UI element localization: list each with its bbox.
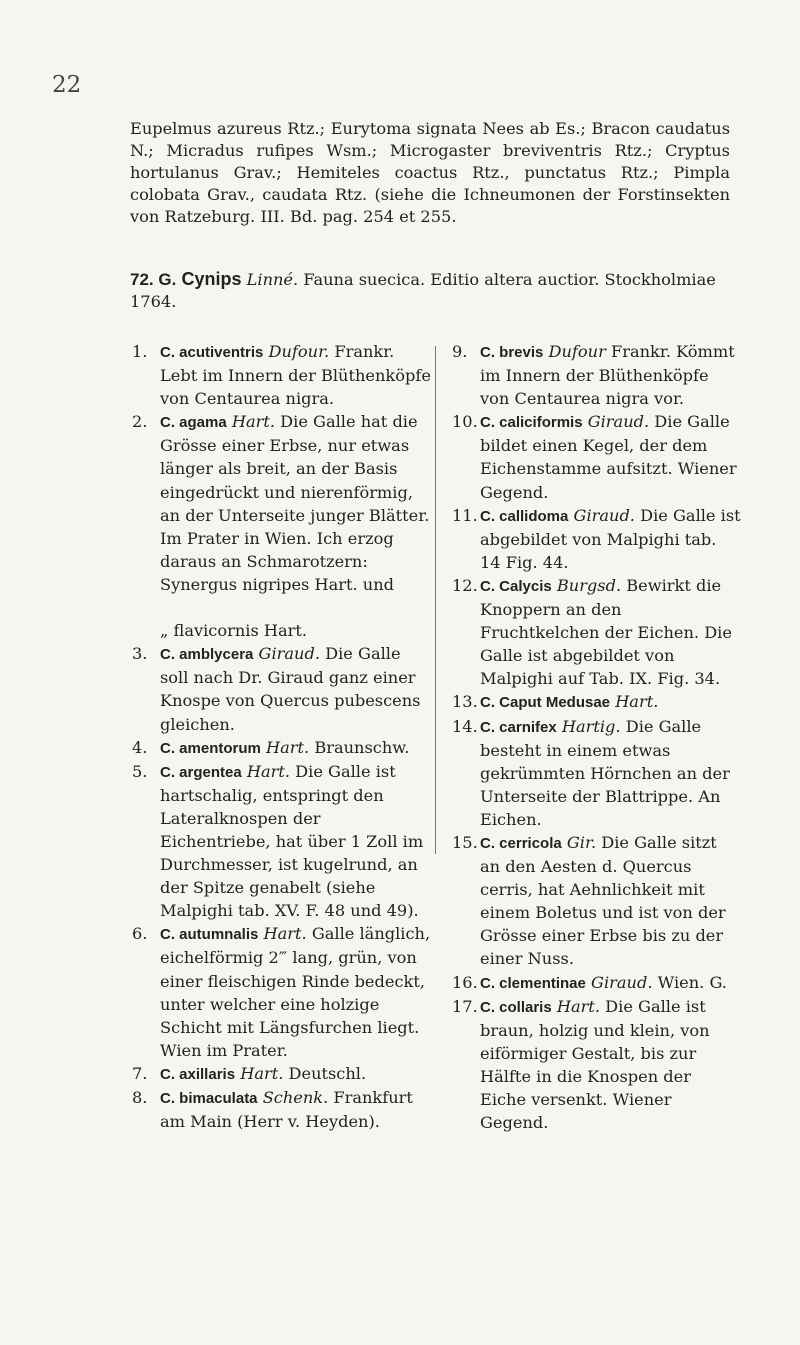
entry-number: 4. <box>132 737 148 757</box>
genus-author: Linné. <box>246 270 299 289</box>
species-entry <box>452 574 742 690</box>
species-name: C. amentorum <box>160 739 261 757</box>
species-name: C. cerricola <box>480 834 562 852</box>
species-author: Gir. <box>566 832 597 852</box>
column-divider <box>435 346 436 854</box>
species-text: Frankfurt am Main (Herr v. Heyden). <box>160 1088 413 1132</box>
species-entry <box>452 340 742 410</box>
species-author: Giraud. <box>258 644 320 664</box>
entry-number: 6. <box>132 924 148 944</box>
entry-number: 10. <box>452 412 478 432</box>
species-author: Giraud. <box>587 412 650 432</box>
species-text: Wien. G. <box>657 972 727 992</box>
species-text: Galle länglich, eichelförmig 2‴ lang, grün, von einer fleischigen Rinde bedeckt, unter welcher eine holzige Schicht mit Längsfurchen liegt. Wien im Prater. <box>160 924 431 1060</box>
intro-paragraph: Eupelmus azureus Rtz.; Eurytoma signata Nees ab Es.; Bracon caudatus N.; Micradus rufipes Wsm.; Microgaster breviventris Rtz.; Cryptus hortulanus Grav.; Hemiteles coactus Rtz., punctatus Rtz.; Pimpla colobata Grav., caudata Rtz. (siehe die Ichneumonen der Forstinsekten von Ratzeburg. III. Bd. pag. 254 et 255. <box>130 119 730 226</box>
species-entry <box>132 760 432 923</box>
genus-name: Cynips <box>181 269 242 289</box>
entry-number: 8. <box>132 1088 148 1107</box>
species-text: Die Galle besteht in einem etwas gekrümmten Hörnchen an der Unterseite der Blattrippe. An Eichen. <box>480 716 730 829</box>
entry-number: 15. <box>452 832 478 852</box>
species-text: Die Galle sitzt an den Aesten d. Quercus cerris, hat Aehnlichkeit mit einem Boletus und ist von der Grösse einer Erbse bis zu der einer Nuss. <box>480 832 726 969</box>
left-column <box>132 340 432 1133</box>
species-entry <box>132 736 432 760</box>
species-text: Die Galle bildet einen Kegel, der dem Eichenstamme aufsitzt. Wiener Gegend. <box>480 412 737 502</box>
species-author: Dufour <box>548 342 606 361</box>
species-text: Die Galle hat die Grösse einer Erbse, nur etwas länger als breit, an der Basis eingedrückt und nierenförmig, an der Unterseite junger Blätter. Im Prater in Wien. Ich erzog daraus an Schmarotzern: Synergus nigripes Hart. und <box>160 412 430 594</box>
species-text: „ flavicornis Hart. <box>160 621 308 641</box>
species-name: C. caliciformis <box>480 414 583 432</box>
species-name: C. amblycera <box>160 646 254 664</box>
species-text: Frankr. Lebt im Innern der Blüthenköpfe von Centaurea nigra. <box>160 342 431 409</box>
species-name: C. callidoma <box>480 507 569 525</box>
species-name: C. autumnalis <box>160 926 259 944</box>
species-entry <box>452 690 742 714</box>
entry-number: 1. <box>132 342 148 361</box>
species-text: Braunschw. <box>314 737 410 757</box>
species-text: Die Galle ist abgebildet von Malpighi tab. 14 Fig. 44. <box>480 505 741 572</box>
species-text: Frankr. Kömmt im Innern der Blüthenköpfe von Centaurea nigra vor. <box>480 342 735 409</box>
entry-number: 5. <box>132 761 148 781</box>
species-name: C. argentea <box>160 763 242 781</box>
species-name: C. brevis <box>480 344 544 361</box>
species-name: C. agama <box>160 414 227 432</box>
entry-number: 11. <box>452 505 478 525</box>
species-text: Bewirkt die Knoppern an den Fruchtkelchen der Eichen. Die Galle ist abgebildet von Malpighi auf Tab. IX. Fig. 34. <box>480 575 732 689</box>
species-name: C. Calycis <box>480 577 552 595</box>
species-name: C. bimaculata <box>160 1090 258 1107</box>
entry-number: 17. <box>452 996 478 1016</box>
right-column <box>452 340 742 1134</box>
species-entry <box>132 1086 432 1133</box>
species-author: Hart. <box>240 1063 284 1083</box>
species-entry <box>452 715 742 831</box>
page-number: 22 <box>52 72 82 98</box>
species-text: Deutschl. <box>288 1063 367 1083</box>
species-text: Die Galle soll nach Dr. Giraud ganz einer Knospe von Quercus pubescens gleichen. <box>160 644 421 734</box>
species-name: C. axillaris <box>160 1065 236 1083</box>
species-author: Giraud. <box>591 972 653 992</box>
genus-text: Fauna suecica. Editio altera auctior. Stockholmiae 1764. <box>130 270 716 311</box>
entry-number: 7. <box>132 1063 148 1083</box>
entry-number: 16. <box>452 972 478 992</box>
entry-number: 14. <box>452 716 478 736</box>
species-author: Hart. <box>263 924 307 944</box>
species-author: Hart. <box>266 737 310 757</box>
species-author: Hart. <box>246 761 291 781</box>
species-entry <box>132 410 432 596</box>
species-name: C. Caput Medusae <box>480 694 611 712</box>
species-name: C. clementinae <box>480 974 586 992</box>
species-entry <box>452 504 742 574</box>
species-entry <box>452 410 742 503</box>
species-author: Hart. <box>615 692 659 712</box>
species-name: C. carnifex <box>480 718 557 736</box>
species-author: Hart. <box>556 996 601 1016</box>
species-entry <box>132 1062 432 1086</box>
species-entry <box>452 971 742 995</box>
species-author: Schenk. <box>262 1088 329 1107</box>
species-author: Giraud. <box>573 505 635 525</box>
entry-number: 9. <box>452 342 468 361</box>
species-entry <box>132 340 432 410</box>
genus-number: 72. G. <box>130 270 177 289</box>
entry-number: 3. <box>132 644 148 664</box>
species-name: C. collaris <box>480 998 552 1016</box>
species-subentry <box>132 596 432 642</box>
genus-heading <box>130 268 730 313</box>
species-entry <box>132 922 432 1062</box>
species-text: Die Galle ist hartschalig, entspringt den Lateralknospen der Eichentriebe, hat über 1 Zoll im Durchmesser, ist kugelrund, an der Spitze genabelt (siehe Malpighi tab. XV. F. 48 und 49). <box>160 761 424 921</box>
species-author: Hart. <box>231 412 276 432</box>
species-author: Hartig. <box>561 716 621 736</box>
species-entry <box>132 642 432 735</box>
species-entry <box>452 995 742 1135</box>
entry-number: 2. <box>132 412 148 432</box>
species-entry <box>452 831 742 971</box>
species-author: Burgsd. <box>556 575 622 595</box>
species-text: Die Galle ist braun, holzig und klein, von eiförmiger Gestalt, bis zur Hälfte in die Knospen der Eiche versenkt. Wiener Gegend. <box>480 996 710 1133</box>
entry-number: 12. <box>452 575 478 595</box>
species-author: Dufour. <box>268 342 330 361</box>
entry-number: 13. <box>452 692 478 712</box>
species-name: C. acutiventris <box>160 344 264 361</box>
